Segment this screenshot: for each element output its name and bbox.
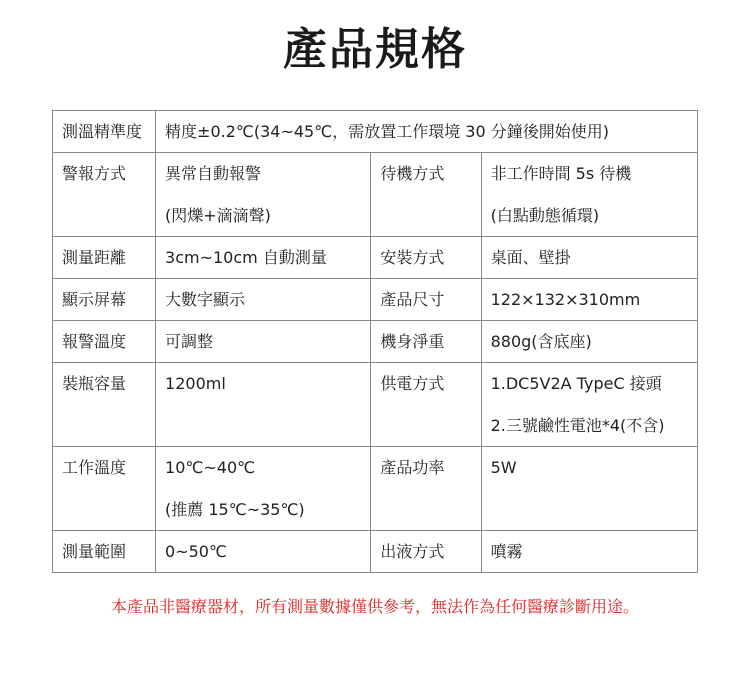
spec-row-capacity <box>53 363 698 447</box>
spec-row-distance <box>53 237 698 279</box>
spec-label: 測量範圍 <box>53 531 156 573</box>
spec-value: 5W <box>481 447 697 531</box>
spec-label: 待機方式 <box>371 153 481 237</box>
spec-value <box>481 363 697 447</box>
disclaimer-text: 本產品非醫療器材，所有測量數據僅供參考，無法作為任何醫療診斷用途。 <box>110 597 639 616</box>
spec-value-line: (閃爍+滴滴聲) <box>165 206 271 225</box>
spec-table <box>52 110 698 573</box>
spec-value: 噴霧 <box>481 531 697 573</box>
spec-row-temp-accuracy <box>53 111 698 153</box>
spec-row-display <box>53 279 698 321</box>
spec-value-line: 異常自動報警 <box>165 164 262 183</box>
spec-value: 大數字顯示 <box>156 279 371 321</box>
spec-label: 機身淨重 <box>371 321 481 363</box>
spec-label: 工作溫度 <box>53 447 156 531</box>
spec-value: 桌面、壁掛 <box>481 237 697 279</box>
spec-label: 測量距離 <box>53 237 156 279</box>
spec-value <box>156 447 371 531</box>
spec-label: 顯示屏幕 <box>53 279 156 321</box>
spec-label: 裝瓶容量 <box>53 363 156 447</box>
spec-value-line: 非工作時間 5s 待機 <box>490 164 632 183</box>
spec-row-alarm-temp <box>53 321 698 363</box>
spec-value: 0~50℃ <box>156 531 371 573</box>
spec-label: 安裝方式 <box>371 237 481 279</box>
spec-value-line: 2.三號鹼性電池*4(不含) <box>490 416 665 435</box>
page-title: 產品規格 <box>283 24 467 75</box>
spec-row-range <box>53 531 698 573</box>
spec-label: 供電方式 <box>371 363 481 447</box>
spec-value-line: (推薦 15℃~35℃) <box>165 500 305 519</box>
spec-value: 3cm~10cm 自動測量 <box>156 237 371 279</box>
spec-row-working-temp <box>53 447 698 531</box>
spec-label: 產品功率 <box>371 447 481 531</box>
spec-label: 警報方式 <box>53 153 156 237</box>
spec-value: 880g(含底座) <box>481 321 697 363</box>
spec-value-line: 10℃~40℃ <box>165 458 256 477</box>
spec-value <box>156 153 371 237</box>
spec-value: 精度±0.2℃(34~45℃，需放置工作環境 30 分鐘後開始使用) <box>156 111 698 153</box>
spec-value <box>481 153 697 237</box>
spec-label: 測溫精準度 <box>53 111 156 153</box>
spec-value-line: 1.DC5V2A TypeC 接頭 <box>490 374 662 393</box>
spec-row-alarm-mode <box>53 153 698 237</box>
spec-value: 1200ml <box>156 363 371 447</box>
spec-label: 產品尺寸 <box>371 279 481 321</box>
spec-label: 出液方式 <box>371 531 481 573</box>
spec-value-line: (白點動態循環) <box>490 206 600 225</box>
spec-value: 122×132×310mm <box>481 279 697 321</box>
spec-value: 可調整 <box>156 321 371 363</box>
spec-label: 報警溫度 <box>53 321 156 363</box>
